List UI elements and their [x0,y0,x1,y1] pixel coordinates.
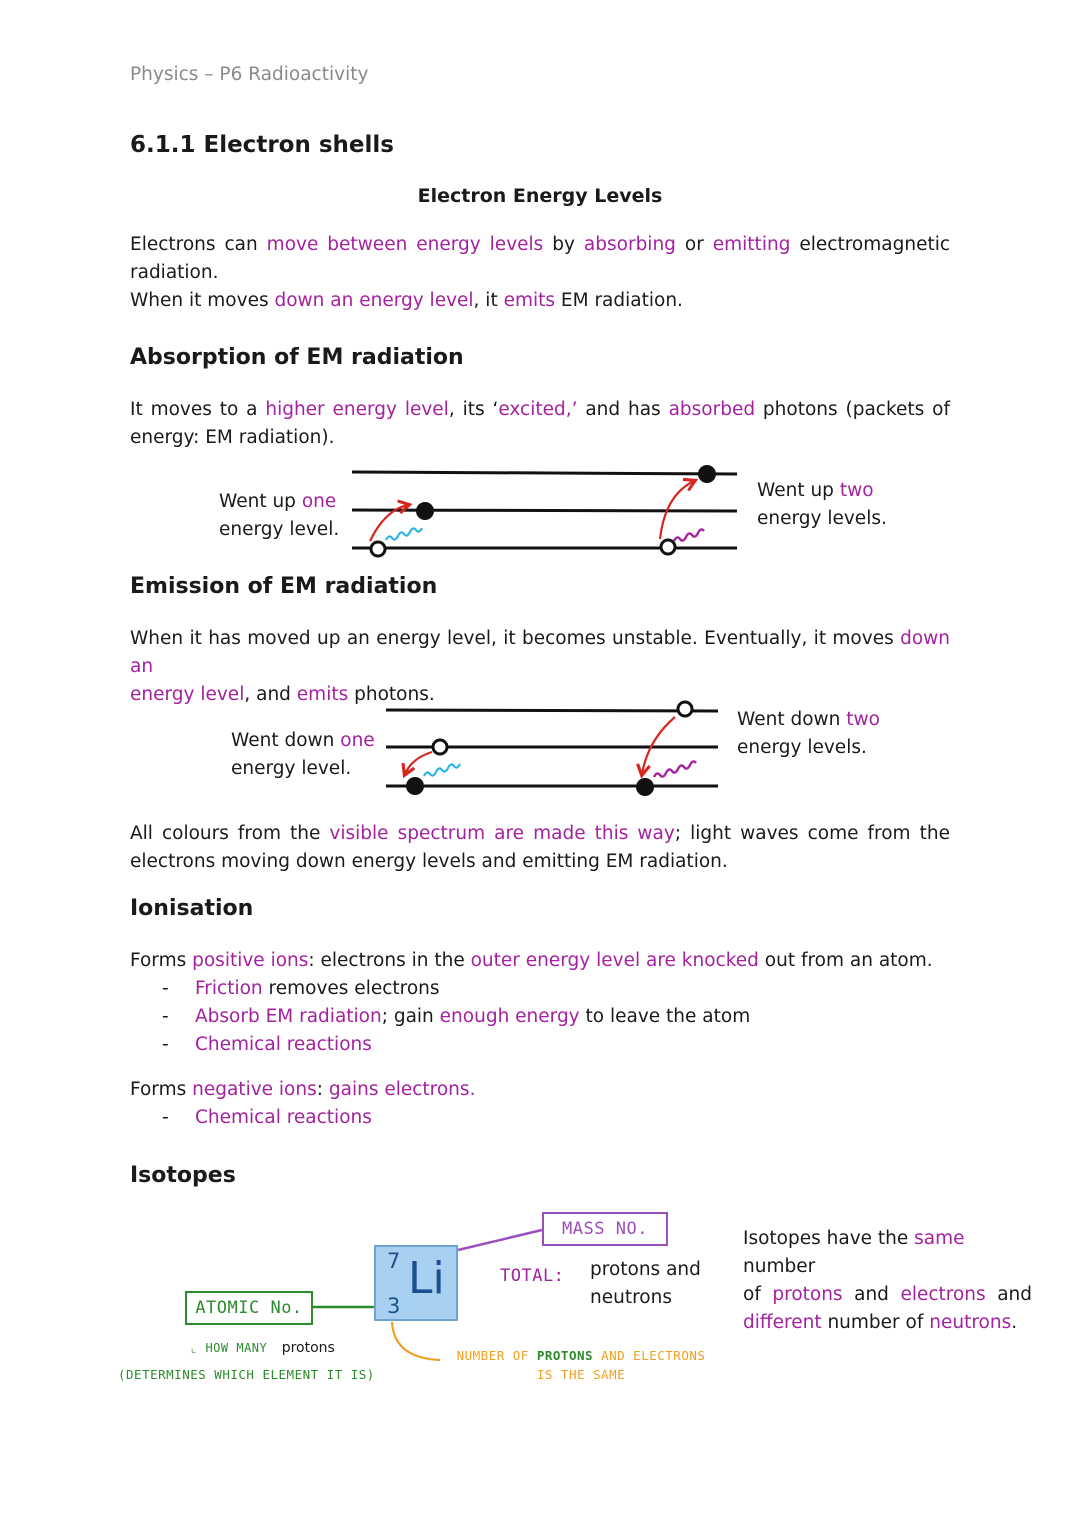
paragraph-line: energy: EM radiation). [130,427,335,448]
determines-element-note: (DETERMINES WHICH ELEMENT IT IS) [118,1367,375,1382]
running-title: Physics – P6 Radioactivity [130,64,369,85]
positive-ion-list [130,975,970,1059]
went-down-two-label: Went down two energy levels. [737,709,880,758]
electron-filled [636,778,654,796]
paragraph-line: Forms positive ions: electrons in the outer energy level are knocked out from an atom. [130,950,933,971]
section-title: 6.1.1 Electron shells [130,132,394,158]
photon-wave [424,764,460,776]
element-symbol: Li [408,1253,445,1304]
ionisation-heading: Ionisation [130,896,254,921]
total-description: protons and neutrons [590,1259,701,1308]
paragraph-line: Forms negative ions: gains electrons. [130,1079,476,1100]
electron-filled [406,777,424,795]
subsection-heading: Electron Energy Levels [417,185,663,207]
ionisation-positive [130,947,970,1059]
went-down-one-label: Went down one energy level. [231,730,375,779]
went-up-two-label: Went up two energy levels. [757,480,887,529]
energy-level-line [352,510,737,511]
how-many-protons: ⌞ HOW MANY protons [190,1340,335,1356]
photon-wave [674,529,704,541]
isotopes-heading: Isotopes [130,1163,236,1188]
paragraph-line: energy level, and emits photons. [130,684,435,705]
paragraph-line: All colours from the visible spectrum are made this way; light waves come from the [130,823,950,844]
mass-number: 7 [387,1249,401,1273]
electron-empty [661,540,675,554]
electron-filled [698,465,716,483]
arrow-down-one [405,752,432,774]
list-item: - Chemical reactions [130,1031,970,1059]
same-connector [392,1322,440,1360]
energy-level-line [386,710,718,711]
paragraph-line: electrons moving down energy levels and emitting EM radiation. [130,851,728,872]
lithium-element-box [374,1245,458,1321]
paragraph-line: Electrons can move between energy levels by absorbing or emitting electromagnetic [130,234,951,255]
absorption-energy-levels [352,472,737,548]
total-label: TOTAL: [500,1266,565,1286]
list-item: - Absorb EM radiation; gain enough energy to leave the atom [130,1003,970,1031]
photon-wave [386,528,422,540]
paragraph-line: When it has moved up an energy level, it becomes unstable. Eventually, it moves down an [130,628,950,677]
emission-heading: Emission of EM radiation [130,574,438,599]
electron-empty [433,740,447,754]
paragraph-line: When it moves down an energy level, it emits EM radiation. [130,290,683,311]
ionisation-negative [130,1076,970,1132]
list-item: - Chemical reactions [130,1104,970,1132]
energy-level-line [352,472,737,474]
absorption-heading: Absorption of EM radiation [130,345,464,370]
electron-empty [371,542,385,556]
negative-ion-list [130,1104,970,1132]
paragraph-line: Isotopes have the same number [743,1228,965,1277]
same-protons-electrons-note: NUMBER OF PROTONS AND ELECTRONS IS THE SAME [456,1348,706,1382]
visible-spectrum-paragraph [130,820,950,876]
emission-paragraph [130,625,950,709]
atomic-number-label: ATOMIC No. [185,1291,313,1325]
isotopes-description [743,1225,1032,1337]
list-item: - Friction removes electrons [130,975,970,1003]
paragraph-line: different number of neutrons. [743,1312,1018,1333]
mass-number-label: MASS NO. [542,1212,668,1246]
mass-connector [458,1230,542,1250]
photon-wave [654,761,696,777]
atomic-number: 3 [387,1294,401,1318]
electron-filled [416,502,434,520]
paragraph-line: radiation. [130,262,219,283]
went-up-one-label: Went up one energy level. [219,491,340,540]
paragraph-line: of protons and electrons and [743,1284,1033,1305]
paragraph-line: It moves to a higher energy level, its ‘excited,’ and has absorbed photons (packets of [130,399,950,420]
